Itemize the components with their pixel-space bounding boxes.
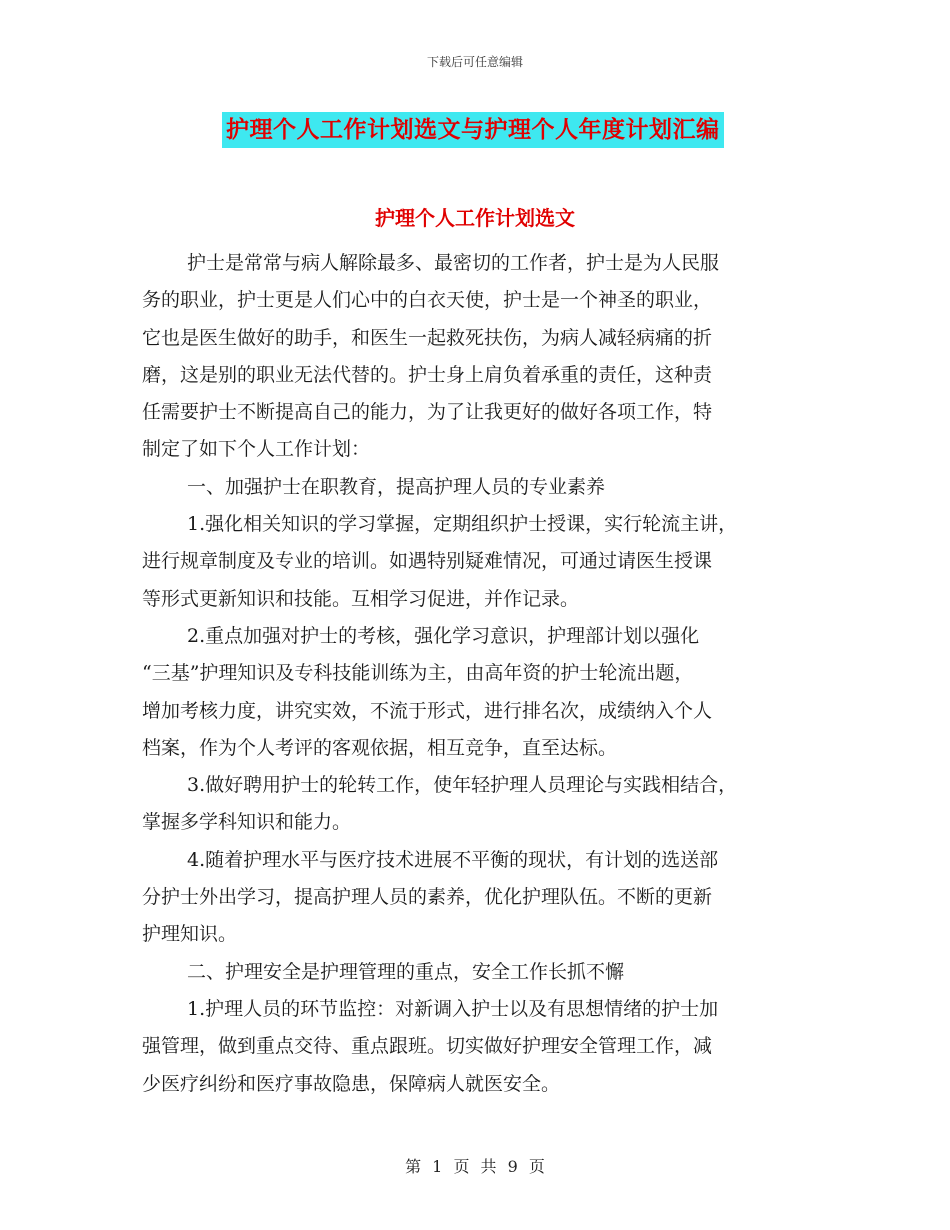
body-text bbox=[142, 245, 810, 1103]
body-line: 增加考核力度，讲究实效，不流于形式，进行排名次，成绩纳入个人 bbox=[142, 699, 713, 722]
body-line: 强管理，做到重点交待、重点跟班。切实做好护理安全管理工作，减 bbox=[142, 1035, 713, 1058]
body-line: 进行规章制度及专业的培训。如遇特别疑难情况，可通过请医生授课 bbox=[142, 550, 713, 573]
body-line: 磨，这是别的职业无法代替的。护士身上肩负着承重的责任，这种责 bbox=[142, 363, 713, 386]
body-line: 4.随着护理水平与医疗技术进展不平衡的现状，有计划的选送部 bbox=[187, 848, 719, 871]
body-line: 制定了如下个人工作计划： bbox=[142, 438, 371, 461]
body-line: 分护士外出学习，提高护理人员的素养，优化护理队伍。不断的更新 bbox=[142, 886, 713, 909]
page-footer: 第 1 页 共 9 页 bbox=[405, 1157, 545, 1176]
body-line: 等形式更新知识和技能。互相学习促进，并作记录。 bbox=[142, 587, 580, 610]
document-title: 护理个人工作计划选文与护理个人年度计划汇编 bbox=[222, 112, 724, 148]
body-line: 档案，作为个人考评的客观依据，相互竞争，直至达标。 bbox=[142, 736, 618, 759]
body-line: 它也是医生做好的助手，和医生一起救死扶伤，为病人减轻病痛的折 bbox=[142, 326, 713, 349]
body-line: 二、护理安全是护理管理的重点，安全工作长抓不懈 bbox=[187, 960, 625, 983]
body-line: 1.护理人员的环节监控：对新调入护士以及有思想情绪的护士加 bbox=[187, 997, 719, 1020]
body-line: 护理知识。 bbox=[142, 923, 238, 946]
body-line: 3.做好聘用护士的轮转工作，使年轻护理人员理论与实践相结合， bbox=[187, 774, 738, 797]
body-line: 一、加强护士在职教育，提高护理人员的专业素养 bbox=[187, 475, 606, 498]
section-title: 护理个人工作计划选文 bbox=[375, 206, 575, 230]
body-line: 少医疗纠纷和医疗事故隐患，保障病人就医安全。 bbox=[142, 1072, 561, 1095]
body-line: 1.强化相关知识的学习掌握，定期组织护士授课，实行轮流主讲， bbox=[187, 513, 738, 536]
body-line: 务的职业，护士更是人们心中的白衣天使，护士是一个神圣的职业， bbox=[142, 289, 713, 312]
body-line: 任需要护士不断提高自己的能力，为了让我更好的做好各项工作，特 bbox=[142, 401, 713, 424]
body-line: 2.重点加强对护士的考核，强化学习意识，护理部计划以强化 bbox=[187, 624, 700, 647]
body-line: “三基”护理知识及专科技能训练为主，由高年资的护士轮流出题， bbox=[142, 662, 694, 685]
body-line: 护士是常常与病人解除最多、最密切的工作者，护士是为人民服 bbox=[187, 252, 720, 274]
header-note: 下载后可任意编辑 bbox=[426, 55, 523, 69]
body-line: 掌握多学科知识和能力。 bbox=[142, 811, 352, 834]
